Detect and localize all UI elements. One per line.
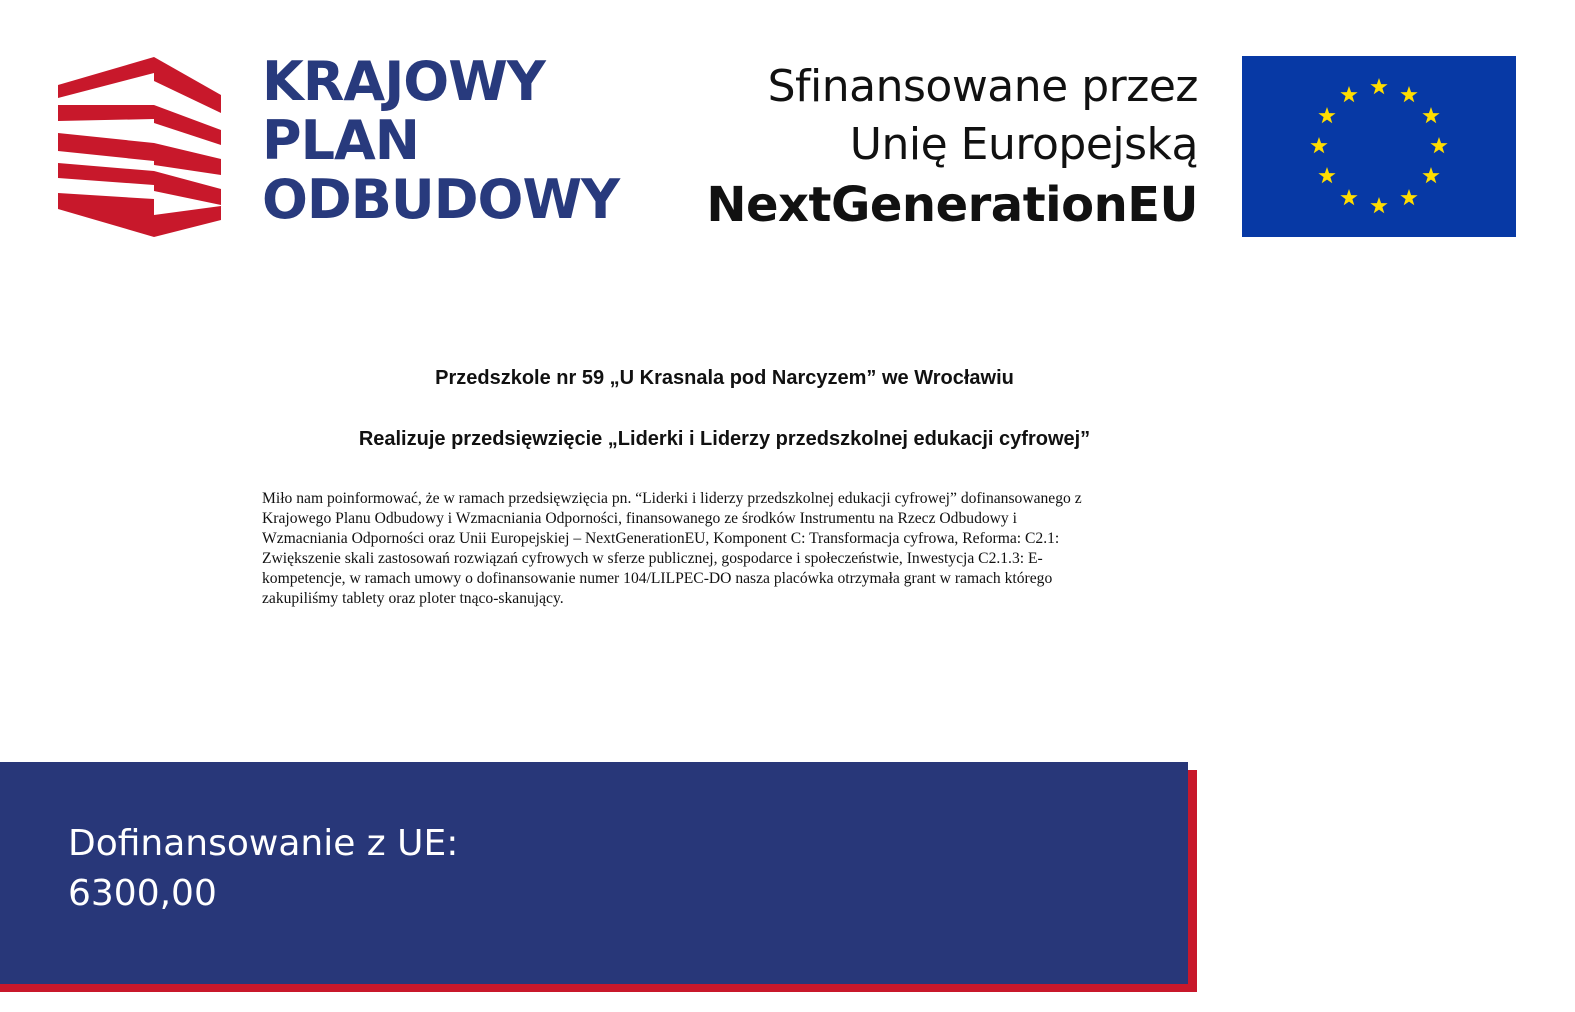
kpo-logo-icon <box>58 55 222 237</box>
kpo-line-2: PLAN <box>262 109 419 172</box>
eu-flag-icon <box>1242 56 1516 237</box>
body-line: Miło nam poinformować, że w ramach przedsięwzięcia pn. “Liderki i liderzy przedszkolnej edukacji cyfrowej” dofinansowanego z <box>262 490 1082 507</box>
body-line: kompetencje, w ramach umowy o dofinansowanie numer 104/LILPEC-DO nasza placówka otrzymała grant w ramach którego <box>262 570 1053 587</box>
funding-label: Dofinansowanie z UE: <box>68 823 459 864</box>
eu-funding-line-1: Sfinansowane przez <box>767 61 1198 112</box>
project-heading: Realizuje przedsięwzięcie „Liderki i Liderzy przedszkolnej edukacji cyfrowej” <box>358 428 1091 450</box>
funding-amount: 6300,00 <box>68 873 217 914</box>
kpo-line-3: ODBUDOWY <box>262 168 620 231</box>
eu-funding-text <box>706 58 1198 236</box>
body-paragraph <box>262 489 1197 609</box>
body-line: Wzmacniania Odporności oraz Unii Europejskiej – NextGenerationEU, Komponent C: Transformacja cyfrowa, Reforma: C2.1: <box>262 530 1060 547</box>
body-line: zakupiliśmy tablety oraz ploter tnąco-skanujący. <box>262 590 564 607</box>
kpo-wordmark <box>262 52 619 229</box>
body-line: Krajowego Planu Odbudowy i Wzmacniania Odporności, finansowanego ze środków Instrumentu na Rzecz Odbudowy i <box>262 510 1017 527</box>
kpo-line-1: KRAJOWY <box>262 50 545 113</box>
eu-funding-line-2: Unię Europejską <box>849 119 1198 170</box>
eu-funding-line-3: NextGenerationEU <box>706 177 1198 233</box>
body-line: Zwiększenie skali zastosowań rozwiązań cyfrowych w sferze publicznej, gospodarce i społeczeństwie, Inwestycja C2.1.3: E- <box>262 550 1043 567</box>
school-heading: Przedszkole nr 59 „U Krasnala pod Narcyzem” we Wrocławiu <box>435 367 1014 389</box>
